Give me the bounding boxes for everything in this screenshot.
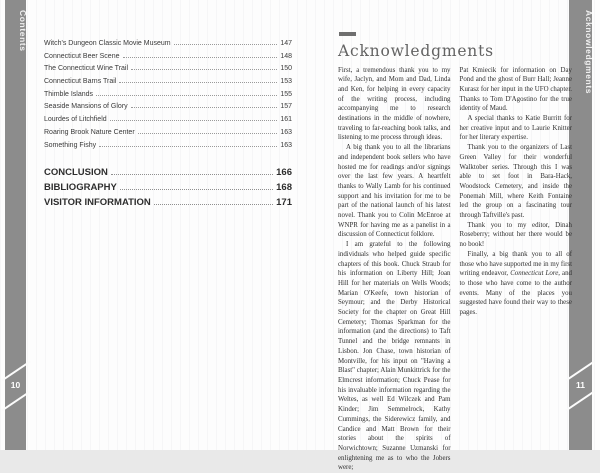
toc-entry-page: 157: [280, 103, 292, 110]
paragraph: Thank you to my editor, Dinah Roseberry; without her there would be no book!: [460, 221, 573, 250]
toc-section-title: CONCLUSION: [44, 167, 108, 178]
dot-leader: [96, 95, 277, 96]
dot-leader: [111, 174, 273, 175]
toc-entry-title: Connecticut Barns Trail: [44, 78, 116, 85]
toc-entry-row: [44, 40, 292, 53]
toc-section-row: [44, 167, 292, 182]
toc-entry-row: [44, 103, 292, 116]
table-of-contents: [44, 40, 292, 212]
paragraph: Thank you to the organizers of Last Green Valley for their wonderful Walktober series. Through this I was able to set foot in Bara-Hack, Woodstock Cemetery, and inside the Ponemah Mill, where Keith Fontaine led the group on a fascinating tour through Taftville's past.: [460, 143, 573, 221]
toc-entry-page: 155: [280, 91, 292, 98]
acknowledgments-tab-bar: [569, 0, 592, 450]
toc-entry-row: [44, 142, 292, 155]
paragraph: A big thank you to all the librarians and independent book sellers who have hosted me for readings and/or signings over the last few years. A heartfelt thanks to Wally Lamb for his continued support and his invitation for me to be part of the national launch of his latest novel. Thank you to Colin McEnroe at WNPR for having me as a panelist in a discussion of Connecticut folklore.: [338, 143, 451, 240]
toc-entry-title: Thimble Islands: [44, 91, 93, 98]
dot-leader: [174, 44, 278, 45]
dot-leader: [131, 107, 278, 108]
two-column-text: [338, 66, 572, 473]
tab-divider-line: [1, 391, 30, 411]
toc-section-title: VISITOR INFORMATION: [44, 197, 151, 208]
book-title-italic: Connecticut Lore: [510, 270, 558, 277]
contents-tab-label: Contents: [6, 10, 27, 52]
toc-entry-title: Connecticut Beer Scene: [44, 53, 120, 60]
paragraph-text: Finally, a big thank you to all of those who have supported me in my first writing endeavor,: [460, 251, 573, 277]
toc-entry-row: [44, 129, 292, 142]
dot-leader: [131, 69, 277, 70]
toc-entry-page: 163: [280, 129, 292, 136]
toc-entry-row: [44, 78, 292, 91]
dot-leader: [110, 120, 278, 121]
dot-leader: [123, 57, 278, 58]
paragraph: First, a tremendous thank you to my wife, Jaclyn, and Mom and Dad, Linda and Ken, for helping in every capacity of the writing process, including accompanying me to research destinations in the middle of nowhere, traveling to far-reaching book talks, and listening to me process through ideas.: [338, 66, 451, 144]
ack-column-2: [460, 66, 573, 473]
toc-entry-page: 148: [280, 53, 292, 60]
toc-entry-page: 150: [280, 65, 292, 72]
toc-section-page: 171: [276, 197, 292, 208]
acknowledgments-tab-label: Acknowledgments: [570, 10, 593, 94]
paragraph-text: , and to those who have come to the author events. Many of the places you suggested have found their way to these pages.: [460, 270, 573, 316]
right-page-number: 11: [569, 380, 592, 390]
acknowledgments-heading: Acknowledgments: [338, 44, 572, 60]
heading-dash: [339, 32, 356, 36]
toc-entry-page: 163: [280, 142, 292, 149]
ack-column-1: [338, 66, 451, 473]
paragraph: [460, 250, 573, 318]
toc-section-row: [44, 197, 292, 212]
toc-section-row: [44, 182, 292, 197]
toc-entry-row: [44, 116, 292, 129]
paragraph: A special thanks to Katie Burritt for her creative input and to Laurie Knitter for her literary expertise.: [460, 114, 573, 143]
toc-entry-title: Something Fishy: [44, 142, 96, 149]
toc-entry-title: Seaside Mansions of Glory: [44, 103, 128, 110]
acknowledgments-section: [338, 32, 572, 473]
toc-section-page: 168: [276, 182, 292, 193]
paragraph: Pat Kmiecik for information on Day Pond and the ghost of Burr Hall; Jeanne Kurasz for her input in the UFO chapter. Thanks to Tom D'Agostino for the true identity of Maud.: [460, 66, 573, 115]
contents-tab-bar: [5, 0, 26, 450]
toc-entry-page: 153: [280, 78, 292, 85]
dot-leader: [120, 189, 273, 190]
paragraph: I am grateful to the following individuals who helped guide specific chapters of this book. Chuck Straub for his information on Liberty Hill; Joan Hill for her materials on Wells Woods; Marian O'Keefe, town historian of Seymour; and the Derby Historical Society for the chapter on Great Hill Cemetery; Thomas Sparkman for the information (and the directions) to Taft Tunnel and the bridge remnants in Lisbon. Jon Chase, town historian of Montville, for his input on "Having a Blast" chapter; Alain Munkittrick for the Elmcrest information; Chuck Pease for his invaluable information regarding the Weltes, as well Ed Wilczek and Pam Kinder; Jim Semmelrock, Kathy Cummings, the Siderewicz family, and Candice and Matt Brown for their stories about the spirits of Norwichtown; Suzanne Uzmanski for enlightening me as to who the Jobers were;: [338, 240, 451, 473]
dot-leader: [154, 204, 273, 205]
toc-entry-title: Lourdes of Litchfield: [44, 116, 107, 123]
toc-entry-page: 147: [280, 40, 292, 47]
left-page-number: 10: [5, 380, 26, 390]
tab-divider-line: [1, 361, 30, 381]
toc-entry-page: 161: [280, 116, 292, 123]
toc-section-page: 166: [276, 167, 292, 178]
dot-leader: [138, 133, 278, 134]
dot-leader: [99, 146, 277, 147]
toc-entry-row: [44, 91, 292, 104]
dot-leader: [119, 82, 277, 83]
toc-entry-row: [44, 53, 292, 66]
toc-entry-title: Roaring Brook Nature Center: [44, 129, 135, 136]
toc-entry-row: [44, 65, 292, 78]
toc-section-title: BIBLIOGRAPHY: [44, 182, 117, 193]
toc-back-matter: [44, 167, 292, 211]
toc-entry-title: The Connecticut Wine Trail: [44, 65, 128, 72]
toc-entry-title: Witch's Dungeon Classic Movie Museum: [44, 40, 171, 47]
